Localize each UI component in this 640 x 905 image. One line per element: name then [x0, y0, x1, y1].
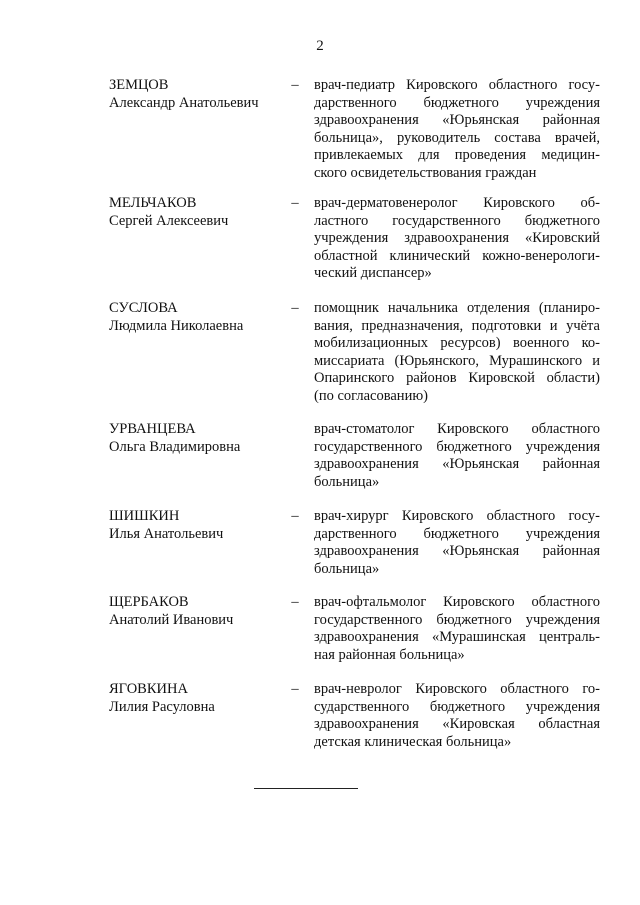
description-line: больница», руководитель состава врачей,	[314, 129, 600, 146]
description-line: врач-дерматовенеролог Кировского об-	[314, 195, 600, 211]
dash: –	[291, 77, 299, 93]
description-line: больница»	[314, 473, 380, 490]
person-name	[109, 681, 294, 716]
description-line: государственного бюджетного учреждения	[314, 438, 600, 455]
person-name	[109, 508, 294, 543]
position-description	[314, 300, 600, 406]
surname: ЯГОВКИНА	[109, 681, 188, 697]
position-description	[314, 421, 600, 491]
description-line: учреждения здравоохранения «Кировский	[314, 230, 600, 247]
description-line: ческий диспансер»	[314, 265, 432, 282]
description-line: (по согласованию)	[314, 387, 428, 404]
dash: –	[291, 300, 299, 316]
description-line: врач-невролог Кировского областного го-	[314, 681, 600, 697]
description-line: помощник начальника отделения (планиро-	[314, 300, 600, 316]
description-line: здравоохранения «Мурашинская централь-	[314, 629, 600, 646]
surname: ШИШКИН	[109, 508, 180, 524]
description-line: детская клиническая больница»	[314, 733, 512, 750]
description-line: дарственного бюджетного учреждения	[314, 94, 600, 111]
position-description	[314, 77, 600, 183]
surname: УРВАНЦЕВА	[109, 421, 196, 437]
description-line: врач-педиатр Кировского областного госу-	[314, 77, 600, 93]
surname: СУСЛОВА	[109, 300, 178, 316]
dash: –	[291, 681, 299, 697]
description-line: миссариата (Юрьянского, Мурашинского и	[314, 352, 600, 369]
description-line: больница»	[314, 560, 380, 577]
description-line: привлекаемых для проведения медицин-	[314, 147, 600, 164]
description-line: врач-хирург Кировского областного госу-	[314, 508, 600, 524]
given-names: Сергей Алексеевич	[109, 212, 229, 229]
description-line: ная районная больница»	[314, 646, 465, 663]
description-line: вания, предназначения, подготовки и учёта	[314, 317, 600, 334]
given-names: Илья Анатольевич	[109, 525, 224, 542]
dash: –	[291, 195, 299, 211]
description-line: ского освидетельствования граждан	[314, 164, 537, 181]
dash: –	[291, 508, 299, 524]
person-name	[109, 421, 294, 456]
description-line: здравоохранения «Юрьянская районная	[314, 112, 600, 129]
description-line: врач-офтальмолог Кировского областного	[314, 594, 600, 610]
position-description	[314, 508, 600, 578]
position-description	[314, 681, 600, 751]
description-line: дарственного бюджетного учреждения	[314, 525, 600, 542]
description-line: сударственного бюджетного учреждения	[314, 698, 600, 715]
description-line: мобилизационных ресурсов) военного ко-	[314, 335, 600, 352]
closing-rule	[254, 788, 358, 789]
description-line: государственного бюджетного учреждения	[314, 611, 600, 628]
given-names: Александр Анатольевич	[109, 94, 259, 111]
person-name	[109, 77, 294, 112]
description-line: здравоохранения «Кировская областная	[314, 716, 600, 733]
position-description	[314, 195, 600, 283]
position-description	[314, 594, 600, 664]
surname: ЗЕМЦОВ	[109, 77, 169, 93]
description-line: Опаринского районов Кировской области)	[314, 370, 600, 387]
given-names: Ольга Владимировна	[109, 438, 241, 455]
given-names: Людмила Николаевна	[109, 317, 244, 334]
description-line: областной клинический кожно-венерологи-	[314, 247, 600, 264]
description-line: здравоохранения «Юрьянская районная	[314, 543, 600, 560]
description-line: здравоохранения «Юрьянская районная	[314, 456, 600, 473]
person-name	[109, 594, 294, 629]
person-name	[109, 195, 294, 230]
description-line: врач-стоматолог Кировского областного	[314, 421, 600, 437]
dash: –	[291, 594, 299, 610]
person-name	[109, 300, 294, 335]
page-number: 2	[316, 38, 324, 54]
given-names: Анатолий Иванович	[109, 611, 234, 628]
surname: МЕЛЬЧАКОВ	[109, 195, 197, 211]
given-names: Лилия Расуловна	[109, 698, 215, 715]
description-line: ластного государственного бюджетного	[314, 212, 600, 229]
surname: ЩЕРБАКОВ	[109, 594, 189, 610]
